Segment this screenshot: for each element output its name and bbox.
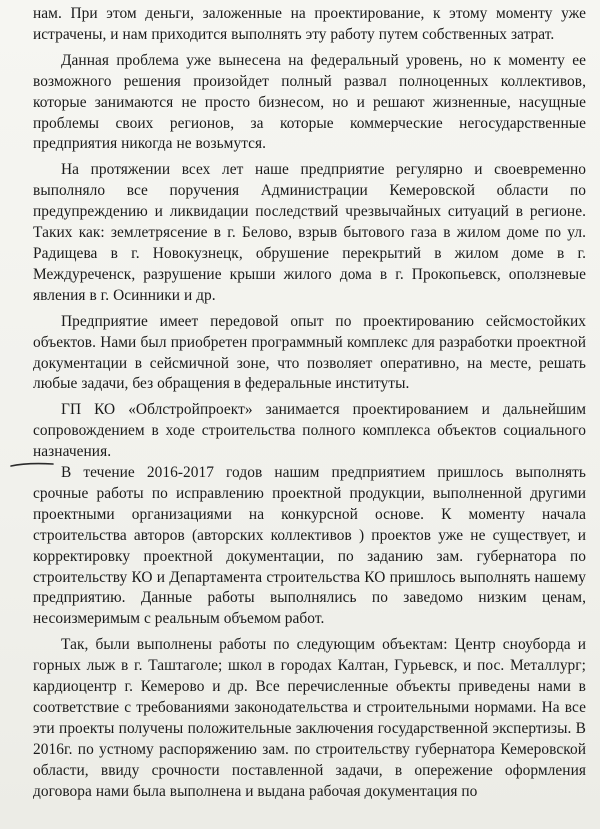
paragraph-7: Так, были выполнены работы по следующим объектам: Центр сноуборда и горных лыж в г. Таштаголе; школ в городах Калтан, Гурьевск, и пос. Металлург; кардиоцентр г. Кемерово и др. Все перечисленные объекты приведены нами в соответствие с требованиями законодательства и строительными нормами. На все эти проекты получены положительные заключения государственной экспертизы. В 2016г. по устному распоряжению зам. по строительству губернатора Кемеровской области, ввиду срочности поставленной задачи, в опережение оформления договора нами была выполнена и выдана рабочая документация по (33, 636, 586, 800)
paragraph-4: Предприятие имеет передовой опыт по проектированию сейсмостойких объектов. Нами был приобретен программный комплекс для разработки проектной документации в сейсмичной зоне, что позволяет оперативно, на месте, решать любые задачи, без обращения в федеральные институты. (33, 312, 586, 393)
paragraph-3: На протяжении всех лет наше предприятие регулярно и своевременно выполняло все поручения Администрации Кемеровской области по предупреждению и ликвидации последствий чрезвычайных ситуаций в регионе. Таких как: землетрясение в г. Белово, взрыв бытового газа в жилом доме по ул. Радищева в г. Новокузнецк, обрушение перекрытий в жилом доме в г. Междуреченск, разрушение крыши жилого дома в г. Прокопьевск, оползневые явления в г. Осинники и др. (33, 161, 586, 304)
margin-pen-mark (10, 462, 54, 468)
paragraph-2: Данная проблема уже вынесена на федеральный уровень, но к моменту ее возможного решения произойдет полный развал полноценных коллективов, которые занимаются не просто бизнесом, но и решают жизненные, насущные проблемы своих регионов, за которые коммерческие негосударственные предприятия никогда не возьмутся. (33, 51, 586, 153)
paragraph-6: В течение 2016-2017 годов нашим предприятием пришлось выполнять срочные работы по исправлению проектной продукции, выполненной другими проектными организациями на конкурсной основе. К моменту начала строительства авторов (авторских коллективов ) проектов уже не существует, и корректировку проектной документации, по заданию зам. губернатора по строительству КО и Департамента строительства КО пришлось выполнять нашему предприятию. Данные работы выполнялись по заведомо низким ценам, несоизмеримым с реальным объемом работ. (33, 464, 586, 628)
paragraph-5: ГП КО «Облстройпроект» занимается проектированием и дальнейшим сопровождением в ходе строительства полного комплекса объектов социального назначения. (33, 401, 586, 461)
paragraph-1: нам. При этом деньги, заложенные на проектирование, к этому моменту уже истрачены, и нам приходится выполнять эту работу путем собственных затрат. (33, 5, 586, 43)
